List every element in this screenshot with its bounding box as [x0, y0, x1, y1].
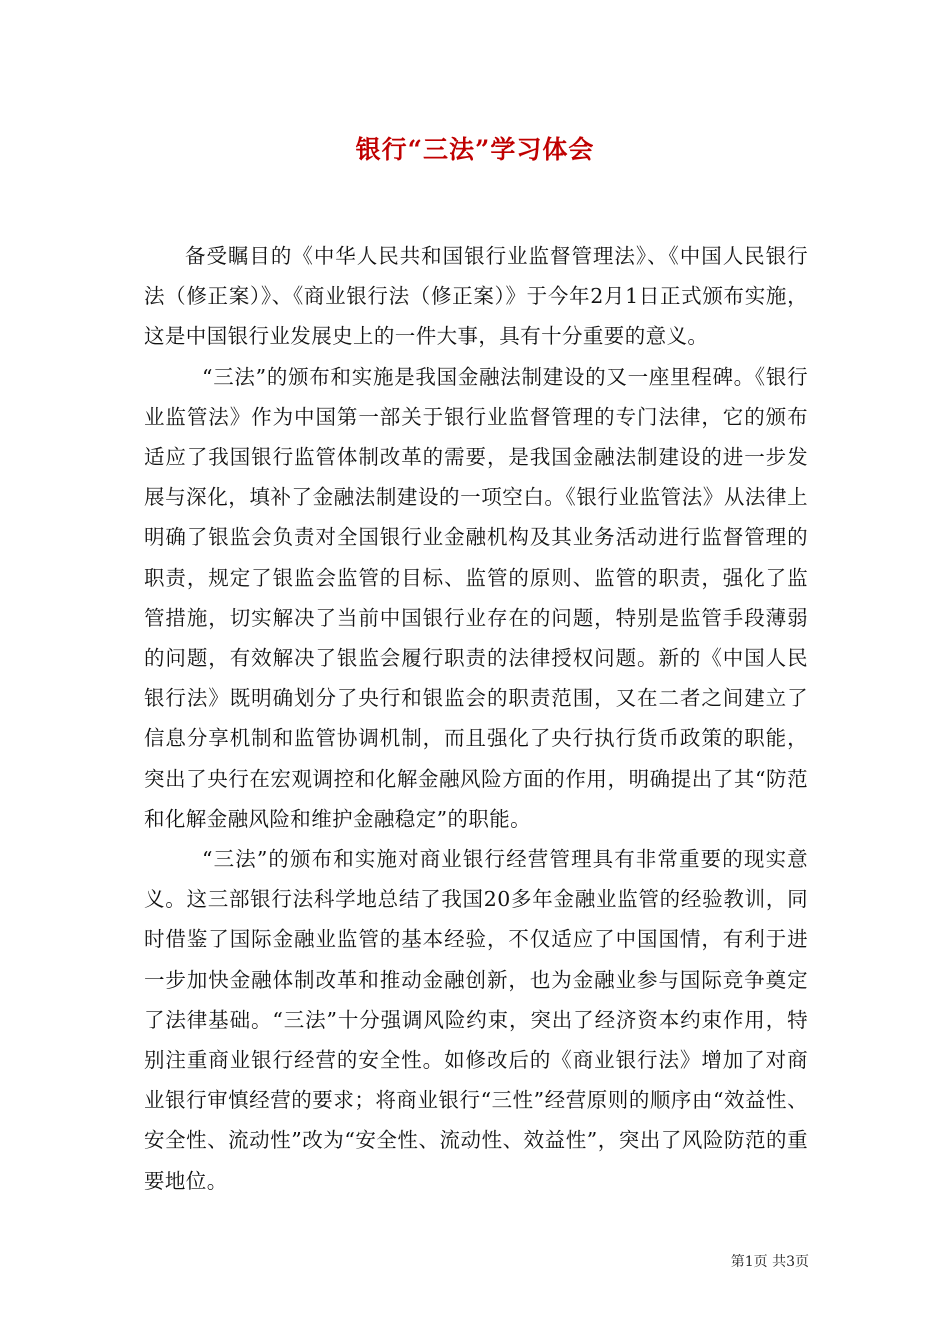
paragraph-2: “三法”的颁布和实施是我国金融法制建设的又一座里程碑。《银行业监管法》作为中国第一部关于银行业监督管理的专门法律，它的颁布适应了我国银行监管体制改革的需要，是我国金融法制建设的进一步发展与深化，填补了金融法制建设的一项空白。《银行业监管法》从法律上明确了银监会负责对全国银行业金融机构及其业务活动进行监督管理的职责，规定了银监会监管的目标、监管的原则、监管的职责，强化了监管措施，切实解决了当前中国银行业存在的问题，特别是监管手段薄弱的问题，有效解决了银监会履行职责的法律授权问题。新的《中国人民银行法》既明确划分了央行和银监会的职责范围，又在二者之间建立了信息分享机制和监管协调机制，而且强化了央行执行货币政策的职能，突出了央行在宏观调控和化解金融风险方面的作用，明确提出了其“防范和化解金融风险和维护金融稳定”的职能。: [144, 364, 808, 831]
document-body: [144, 236, 808, 1201]
paragraph-3: “三法”的颁布和实施对商业银行经营管理具有非常重要的现实意义。这三部银行法科学地总结了我国20多年金融业监管的经验教训，同时借鉴了国际金融业监管的基本经验，不仅适应了中国国情，有利于进一步加快金融体制改革和推动金融创新，也为金融业参与国际竞争奠定了法律基础。“三法”十分强调风险约束，突出了经济资本约束作用，特别注重商业银行经营的安全性。如修改后的《商业银行法》增加了对商业银行审慎经营的要求；将商业银行“三性”经营原则的顺序由“效益性、安全性、流动性”改为“安全性、流动性、效益性”，突出了风险防范的重要地位。: [144, 847, 808, 1193]
page-number-footer: 第1页 共3页: [730, 1254, 809, 1270]
paragraph-1: 备受瞩目的《中华人民共和国银行业监督管理法》、《中国人民银行法（修正案）》、《商业银行法（修正案）》于今年2月1日正式颁布实施，这是中国银行业发展史上的一件大事，具有十分重要的意义。: [144, 244, 808, 349]
document-title: 银行“三法”学习体会: [355, 135, 595, 164]
